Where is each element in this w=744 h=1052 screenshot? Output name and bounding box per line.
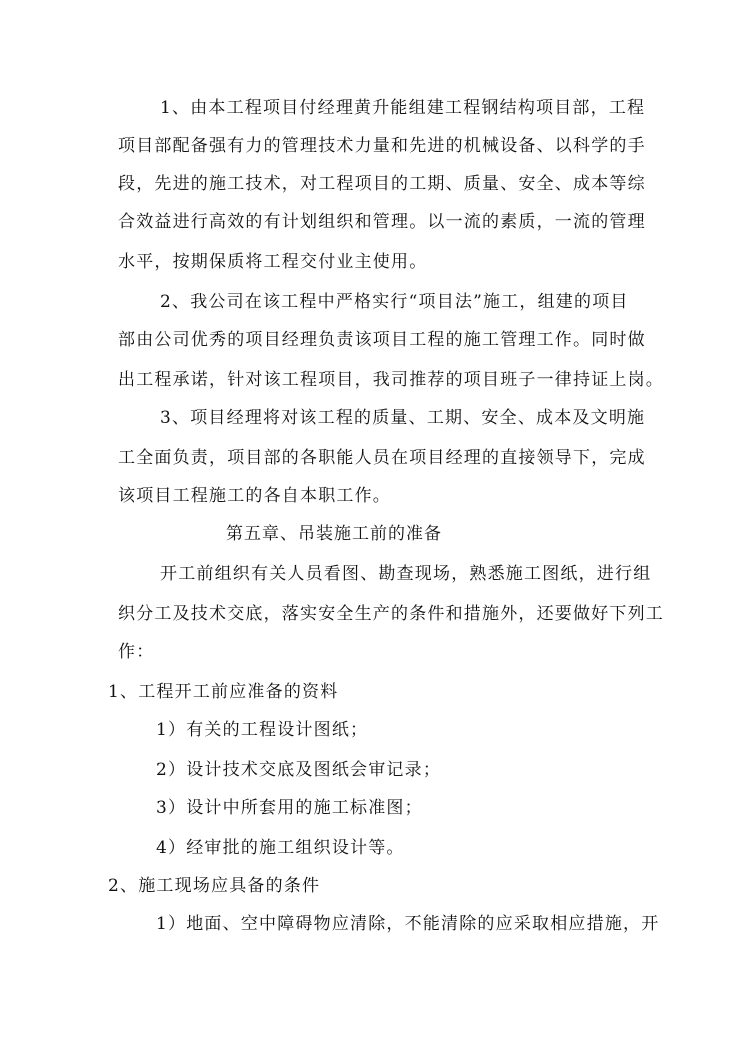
- paragraph-2-line-2: 部由公司优秀的项目经理负责该项目工程的施工管理工作。同时做: [118, 330, 646, 350]
- paragraph-3-line-1: 3、项目经理将对该工程的质量、工期、安全、成本及文明施: [160, 408, 646, 428]
- paragraph-1-line-4: 合效益进行高效的有计划组织和管理。以一流的素质，一流的管理: [118, 212, 646, 232]
- section-1-item: 2）设计技术交底及图纸会审记录；: [156, 760, 442, 780]
- section-1-item: 4）经审批的施工组织设计等。: [156, 838, 405, 858]
- paragraph-1-line-2: 项目部配备强有力的管理技术力量和先进的机械设备、以科学的手: [118, 136, 646, 156]
- paragraph-3-line-3: 该项目工程施工的各自本职工作。: [118, 486, 391, 506]
- paragraph-4-line-1: 开工前组织有关人员看图、勘查现场，熟悉施工图纸，进行组: [160, 564, 652, 584]
- paragraph-2-line-1: 2、我公司在该工程中严格实行“项目法”施工，组建的项目: [160, 292, 629, 312]
- paragraph-4-line-3: 作：: [118, 642, 155, 662]
- paragraph-4-line-2: 织分工及技术交底，落实安全生产的条件和措施外，还要做好下列工: [118, 604, 664, 624]
- section-1-item: 1）有关的工程设计图纸；: [156, 720, 369, 740]
- section-2-title: 2、施工现场应具备的条件: [108, 876, 321, 896]
- paragraph-3-line-2: 工全面负责，项目部的各职能人员在项目经理的直接领导下，完成: [118, 448, 646, 468]
- section-2-item: 1）地面、空中障碍物应清除，不能清除的应采取相应措施，开: [156, 914, 660, 934]
- paragraph-1-line-5: 水平，按期保质将工程交付业主使用。: [118, 252, 428, 272]
- paragraph-1-line-3: 段，先进的施工技术，对工程项目的工期、质量、安全、成本等综: [118, 174, 646, 194]
- paragraph-1-line-1: 1、由本工程项目付经理黄升能组建工程钢结构项目部，工程: [160, 98, 646, 118]
- chapter-title: 第五章、吊装施工前的准备: [226, 524, 442, 544]
- section-1-title: 1、工程开工前应准备的资料: [108, 682, 339, 702]
- paragraph-2-line-3: 出工程承诺，针对该工程项目，我司推荐的项目班子一律持证上岗。: [118, 370, 664, 390]
- section-1-item: 3）设计中所套用的施工标准图；: [156, 798, 423, 818]
